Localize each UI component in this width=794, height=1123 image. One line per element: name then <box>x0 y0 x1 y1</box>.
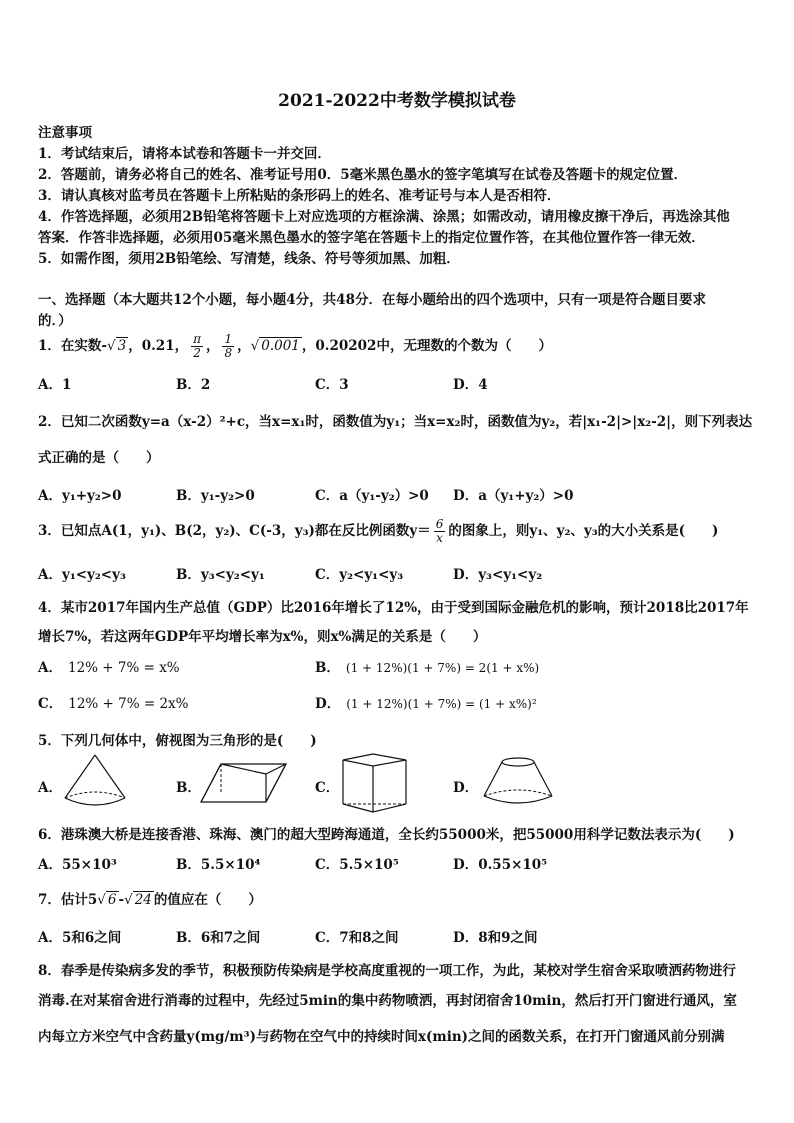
q3-fraction-6-x <box>434 518 446 545</box>
q1-option-a: A．1 <box>38 377 72 393</box>
q1-text: ， <box>205 338 220 354</box>
question-6-stem: 6．港珠澳大桥是连接香港、珠海、澳门的超大型跨海通道，全长约55000米，把55000用科学记数法表示为( ) <box>38 827 735 843</box>
triangular-prism-figure <box>196 752 296 812</box>
q1-option-c: C．3 <box>315 377 349 393</box>
question-8-line1: 8．春季是传染病多发的季节，积极预防传染病是学校高度重视的一项工作，为此，某校对学生宿舍采取喷洒药物进行 <box>38 963 736 979</box>
q7-sqrt24: 24 <box>134 892 152 908</box>
question-8-line3: 内每立方米空气中含药量y(mg/m³)与药物在空气中的持续时间x(min)之间的函数关系，在打开门窗通风前分别满 <box>38 1029 725 1045</box>
section-heading: 一、选择题（本大题共12个小题，每小题4分，共48分．在每小题给出的四个选项中，只有一项是符合题目要求 <box>38 292 706 308</box>
q6-option-a: A．55×10³ <box>38 857 117 873</box>
question-5-stem: 5．下列几何体中，俯视图为三角形的是( ) <box>38 733 317 749</box>
q2-option-a: A．y₁+y₂>0 <box>38 488 122 504</box>
q1-sqrt3: 3 <box>117 338 127 354</box>
notice-item: 3．请认真核对监考员在答题卡上所粘贴的条形码上的姓名、准考证号与本人是否相符． <box>38 188 561 204</box>
q7-option-c: C．7和8之间 <box>315 930 399 946</box>
question-2-line1: 2．已知二次函数y=a（x-2）²+c，当x=x₁时，函数值为y₁；当x=x₂时，函数值为y₂，若|x₁-2|>|x₂-2|，则下列表达 <box>38 414 753 430</box>
q7-option-d: D．8和9之间 <box>453 930 538 946</box>
q3-option-d: D．y₃<y₁<y₂ <box>453 567 543 583</box>
q1-text: ， <box>237 338 251 354</box>
section-heading-cont: 的．） <box>38 313 72 329</box>
q7-option-a: A．5和6之间 <box>38 930 122 946</box>
q1-fraction-pi-2 <box>191 333 203 360</box>
q2-option-d: D．a（y₁+y₂）>0 <box>453 488 574 504</box>
q5-option-a-label: A． <box>38 780 62 796</box>
q5-option-c-label: C． <box>315 780 340 796</box>
question-3-stem <box>38 518 718 545</box>
q1-frac-den: 8 <box>224 346 233 360</box>
q2-option-c: C．a（y₁-y₂）>0 <box>315 488 429 504</box>
q7-stem-start: 7．估计5 <box>38 892 98 908</box>
q4-option-b-label: B． <box>315 660 340 676</box>
notice-item: 1．考试结束后，请将本试卷和答题卡一并交回． <box>38 146 331 162</box>
question-1-stem: 1．在实数-√ 3 ，0.21， $\frac{\pi}{2}$ ， $\frac{1}{8}$ ，√ 0.001 ，0.20202中，无理数的个数为（ ） <box>38 332 552 360</box>
q3-option-a: A．y₁<y₂<y₃ <box>38 567 126 583</box>
page-title: 2021-2022中考数学模拟试卷 <box>278 91 516 111</box>
q4-option-c-expr: 12% + 7% = 2x% <box>68 696 189 712</box>
q6-option-d: D．0.55×10⁵ <box>453 857 548 873</box>
q4-option-c-label: C． <box>38 696 63 712</box>
q6-option-b: B．5.5×10⁴ <box>176 857 261 873</box>
q3-option-c: C．y₂<y₁<y₃ <box>315 567 404 583</box>
q3-frac-num: 6 <box>435 517 444 531</box>
q1-option-d: D．4 <box>453 377 488 393</box>
notice-heading: 注意事项 <box>38 125 92 141</box>
q3-stem-start: 3．已知点A(1，y₁)、B(2，y₂)、C(-3，y₃)都在反比例函数y＝ <box>38 523 431 539</box>
q7-option-b: B．6和7之间 <box>176 930 261 946</box>
q1-frac-den: 2 <box>193 346 201 360</box>
question-7-stem: 7．估计5√ 6 -√ 24 的值应在（ ） <box>38 892 262 908</box>
q4-option-b <box>315 656 539 676</box>
question-4-line2: 增长7%，若这两年GDP年平均增长率为x%，则x%满足的关系是（ ） <box>38 629 487 645</box>
question-4-line1: 4．某市2017年国内生产总值（GDP）比2016年增长了12%，由于受到国际金融危机的影响，预计2018比2017年 <box>38 600 749 616</box>
frustum-figure <box>478 752 558 812</box>
q4-option-a <box>38 656 180 676</box>
q5-option-b-label: B． <box>176 780 201 796</box>
q7-stem-end: 的值应在（ ） <box>153 892 262 908</box>
q1-text: ，0.21， <box>128 338 189 354</box>
q6-option-c: C．5.5×10⁵ <box>315 857 399 873</box>
q4-option-d <box>315 692 537 712</box>
question-2-line2: 式正确的是（ ） <box>38 450 160 466</box>
q4-option-c <box>38 692 189 712</box>
q1-stem-end: ，0.20202中，无理数的个数为（ ） <box>301 338 552 354</box>
q5-option-d-label: D． <box>453 780 479 796</box>
q7-minus: - <box>118 892 125 908</box>
q1-stem-start: 1．在实数- <box>38 338 107 354</box>
q1-frac-num: 1 <box>224 332 233 346</box>
notice-item: 5．如需作图，须用2B铅笔绘、写清楚，线条、符号等须加黑、加粗． <box>38 251 460 267</box>
notice-item: 2．答题前，请务必将自己的姓名、准考证号用0．5毫米黑色墨水的签字笔填写在试卷及答题卡的规定位置． <box>38 167 688 183</box>
notice-item: 答案．作答非选择题，必须用05毫米黑色墨水的签字笔在答题卡上的指定位置作答，在其他位置作答一律无效． <box>38 230 705 246</box>
q3-stem-end: 的图象上，则y₁、y₂、y₃的大小关系是( ) <box>448 523 719 539</box>
q3-option-b: B．y₃<y₂<y₁ <box>176 567 265 583</box>
q1-fraction-1-8 <box>222 333 234 360</box>
q3-frac-den: x <box>436 531 443 545</box>
q1-frac-num: π <box>193 332 201 346</box>
q2-option-b: B．y₁-y₂>0 <box>176 488 255 504</box>
q4-option-d-expr: (1 + 12%)(1 + 7%) = (1 + x%)² <box>346 697 537 711</box>
q1-option-b: B．2 <box>176 377 211 393</box>
q4-option-d-label: D． <box>315 696 341 712</box>
cone-figure <box>60 752 130 812</box>
q1-sqrt0001: 0.001 <box>261 338 300 354</box>
q7-sqrt6: 6 <box>107 892 117 908</box>
upright-triangular-prism-figure <box>340 750 410 816</box>
q4-option-a-expr: 12% + 7% = x% <box>67 660 180 676</box>
q4-option-b-expr: (1 + 12%)(1 + 7%) = 2(1 + x%) <box>345 661 540 675</box>
question-8-line2: 消毒.在对某宿舍进行消毒的过程中，先经过5min的集中药物喷洒，再封闭宿舍10min，然后打开门窗进行通风，室 <box>38 993 737 1009</box>
notice-item: 4．作答选择题，必须用2B铅笔将答题卡上对应选项的方框涂满、涂黑；如需改动，请用橡皮擦干净后，再选涂其他 <box>38 209 730 225</box>
q4-option-a-label: A． <box>38 660 62 676</box>
